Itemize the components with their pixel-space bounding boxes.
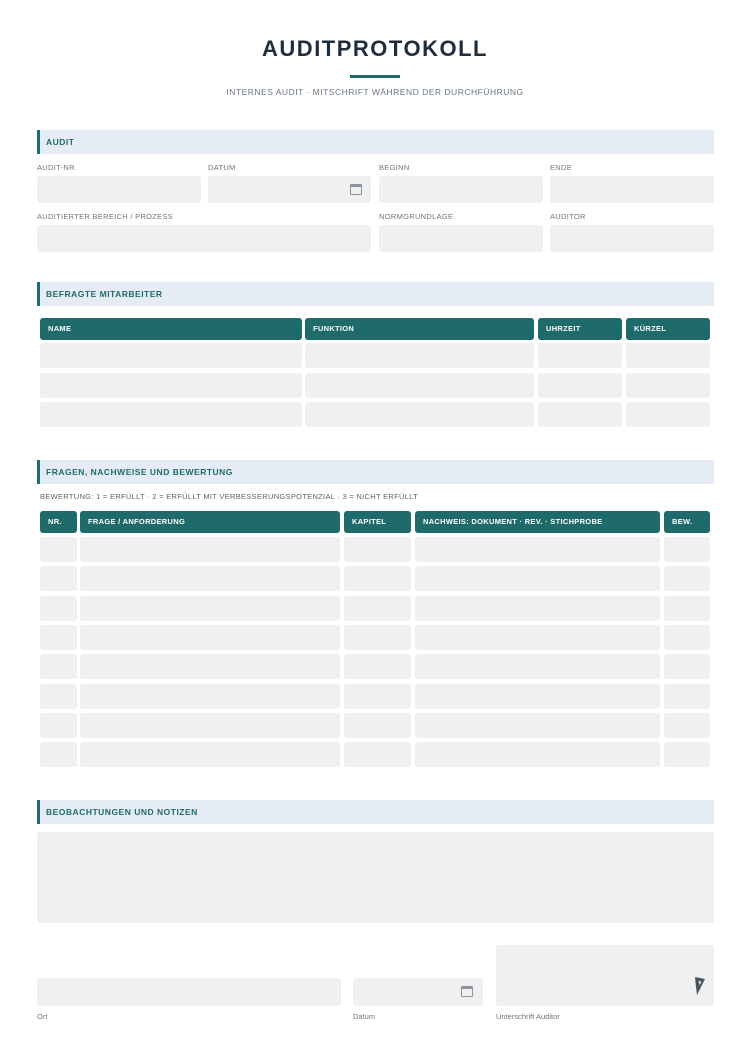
fragen-cell-nr[interactable] [40, 684, 77, 709]
fragen-cell-kapitel[interactable] [344, 684, 411, 709]
fragen-cell-nr[interactable] [40, 537, 77, 562]
fountain-pen-icon [692, 975, 708, 997]
fragen-cell-nachweis[interactable] [415, 566, 660, 591]
fragen-cell-nachweis[interactable] [415, 537, 660, 562]
footer-datum-field[interactable] [353, 978, 483, 1006]
section-audit-heading: AUDIT [37, 130, 714, 154]
page-subtitle: INTERNES AUDIT · MITSCHRIFT WÄHREND DER DURCHFÜHRUNG [226, 87, 524, 97]
fragen-cell-kapitel[interactable] [344, 654, 411, 679]
mitarbeiter-cell-uhrzeit[interactable] [538, 373, 622, 398]
datum-label: DATUM [208, 163, 236, 172]
fragen-cell-kapitel[interactable] [344, 566, 411, 591]
fragen-cell-nachweis[interactable] [415, 742, 660, 767]
fragen-cell-nr[interactable] [40, 713, 77, 738]
section-mitarbeiter-heading: BEFRAGTE MITARBEITER [37, 282, 714, 306]
mitarbeiter-cell-funktion[interactable] [305, 373, 534, 398]
col-header-name: NAME [40, 318, 302, 340]
ort-field[interactable] [37, 978, 341, 1006]
col-header-nachweis: NACHWEIS: DOKUMENT · REV. · STICHPROBE [415, 511, 660, 533]
norm-label: NORMGRUNDLAGE [379, 212, 454, 221]
fragen-cell-bewertung[interactable] [664, 566, 710, 591]
ende-field[interactable] [550, 176, 714, 203]
fragen-cell-kapitel[interactable] [344, 596, 411, 621]
section-notizen-heading: BEOBACHTUNGEN UND NOTIZEN [37, 800, 714, 824]
page-title: AUDITPROTOKOLL [262, 36, 488, 61]
notizen-textarea[interactable] [37, 832, 714, 923]
mitarbeiter-cell-kuerzel[interactable] [626, 402, 710, 427]
fragen-cell-nachweis[interactable] [415, 625, 660, 650]
fragen-cell-kapitel[interactable] [344, 713, 411, 738]
fragen-cell-frage[interactable] [80, 625, 340, 650]
fragen-cell-bewertung[interactable] [664, 625, 710, 650]
mitarbeiter-cell-kuerzel[interactable] [626, 343, 710, 368]
fragen-cell-nachweis[interactable] [415, 713, 660, 738]
fragen-cell-bewertung[interactable] [664, 537, 710, 562]
fragen-cell-nachweis[interactable] [415, 596, 660, 621]
fragen-cell-frage[interactable] [80, 596, 340, 621]
ort-label: Ort [37, 1012, 48, 1021]
col-header-funktion: FUNKTION [305, 318, 534, 340]
fragen-cell-bewertung[interactable] [664, 713, 710, 738]
fragen-cell-frage[interactable] [80, 654, 340, 679]
col-header-kuerzel: KÜRZEL [626, 318, 710, 340]
mitarbeiter-cell-kuerzel[interactable] [626, 373, 710, 398]
beginn-label: BEGINN [379, 163, 410, 172]
fragen-cell-frage[interactable] [80, 742, 340, 767]
fragen-cell-nachweis[interactable] [415, 654, 660, 679]
mitarbeiter-cell-name[interactable] [40, 402, 302, 427]
calendar-icon[interactable] [350, 184, 362, 195]
ende-label: ENDE [550, 163, 573, 172]
datum-field[interactable] [208, 176, 371, 203]
signature-field[interactable] [496, 945, 714, 1006]
beginn-field[interactable] [379, 176, 543, 203]
audit-nr-field[interactable] [37, 176, 201, 203]
fragen-cell-kapitel[interactable] [344, 742, 411, 767]
calendar-icon[interactable] [461, 986, 473, 997]
mitarbeiter-cell-uhrzeit[interactable] [538, 402, 622, 427]
fragen-cell-bewertung[interactable] [664, 596, 710, 621]
bereich-field[interactable] [37, 225, 371, 252]
fragen-cell-kapitel[interactable] [344, 625, 411, 650]
fragen-cell-nr[interactable] [40, 596, 77, 621]
fragen-cell-nr[interactable] [40, 625, 77, 650]
col-header-nr: NR. [40, 511, 77, 533]
col-header-frage: FRAGE / ANFORDERUNG [80, 511, 340, 533]
title-underline [350, 75, 400, 78]
mitarbeiter-cell-name[interactable] [40, 373, 302, 398]
footer-datum-label: Datum [353, 1012, 376, 1021]
fragen-cell-nachweis[interactable] [415, 684, 660, 709]
mitarbeiter-cell-name[interactable] [40, 343, 302, 368]
norm-field[interactable] [379, 225, 543, 252]
section-fragen-heading: FRAGEN, NACHWEISE UND BEWERTUNG [37, 460, 714, 484]
fragen-cell-bewertung[interactable] [664, 654, 710, 679]
fragen-cell-bewertung[interactable] [664, 684, 710, 709]
fragen-cell-frage[interactable] [80, 684, 340, 709]
fragen-cell-kapitel[interactable] [344, 537, 411, 562]
mitarbeiter-cell-funktion[interactable] [305, 343, 534, 368]
bewertung-legend: BEWERTUNG: 1 = ERFÜLLT · 2 = ERFÜLLT MIT VERBESSERUNGSPOTENZIAL · 3 = NICHT ERFÜLLT [40, 492, 418, 501]
mitarbeiter-cell-funktion[interactable] [305, 402, 534, 427]
fragen-cell-nr[interactable] [40, 742, 77, 767]
auditor-field[interactable] [550, 225, 714, 252]
fragen-cell-nr[interactable] [40, 654, 77, 679]
fragen-cell-frage[interactable] [80, 566, 340, 591]
col-header-kapitel: KAPITEL [344, 511, 411, 533]
unterschrift-label: Unterschrift Auditor [496, 1012, 560, 1021]
audit-nr-label: AUDIT-NR. [37, 163, 78, 172]
fragen-cell-frage[interactable] [80, 537, 340, 562]
col-header-bewertung: BEW. [664, 511, 710, 533]
col-header-uhrzeit: UHRZEIT [538, 318, 622, 340]
bereich-label: AUDITIERTER BEREICH / PROZESS [37, 212, 174, 221]
fragen-cell-bewertung[interactable] [664, 742, 710, 767]
fragen-cell-frage[interactable] [80, 713, 340, 738]
fragen-cell-nr[interactable] [40, 566, 77, 591]
mitarbeiter-cell-uhrzeit[interactable] [538, 343, 622, 368]
auditor-label: AUDITOR [550, 212, 586, 221]
